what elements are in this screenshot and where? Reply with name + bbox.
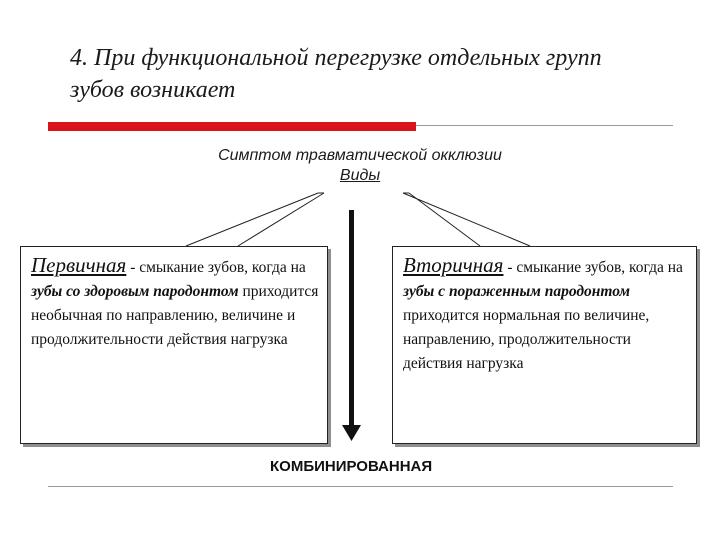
heading-kinds: Виды — [339, 167, 381, 184]
center-arrow-head — [342, 425, 361, 441]
primary-lead: Первичная — [31, 253, 127, 277]
secondary-dash: - смыкание зубов, — [503, 259, 630, 276]
title-line-2: зубов возникает — [70, 77, 236, 103]
title-line-1: При функциональной перегрузке отдельных групп — [94, 45, 602, 71]
primary-occlusion-box — [20, 246, 328, 444]
secondary-text-1: когда на — [629, 259, 683, 276]
primary-text-1: когда на — [251, 259, 306, 276]
right-connector-inner — [409, 193, 480, 246]
secondary-lead: Вторичная — [403, 253, 504, 277]
bottom-divider — [48, 486, 673, 487]
secondary-occlusion-box — [392, 246, 697, 444]
primary-dash: - смыкание зубов, — [126, 259, 252, 276]
primary-healthy-periodontium: зубы со здоровым пародонтом — [31, 283, 239, 300]
secondary-text-2: приходится нормальная по величине, направлению, продолжительности действия нагрузка — [403, 307, 650, 372]
left-connector-outer — [186, 193, 318, 246]
right-connector-outer — [403, 193, 530, 246]
combined-label: КОМБИНИРОВАННАЯ — [270, 458, 433, 475]
primary-text-2: приходится необычная по направлению, величине и продолжительности действия нагрузка — [31, 283, 319, 348]
heading-symptom: Симптом травматической окклюзии — [218, 147, 502, 164]
title-number: 4. — [70, 45, 88, 71]
secondary-affected-periodontium: зубы с пораженным пародонтом — [403, 283, 631, 300]
center-arrow-shaft — [349, 210, 354, 425]
